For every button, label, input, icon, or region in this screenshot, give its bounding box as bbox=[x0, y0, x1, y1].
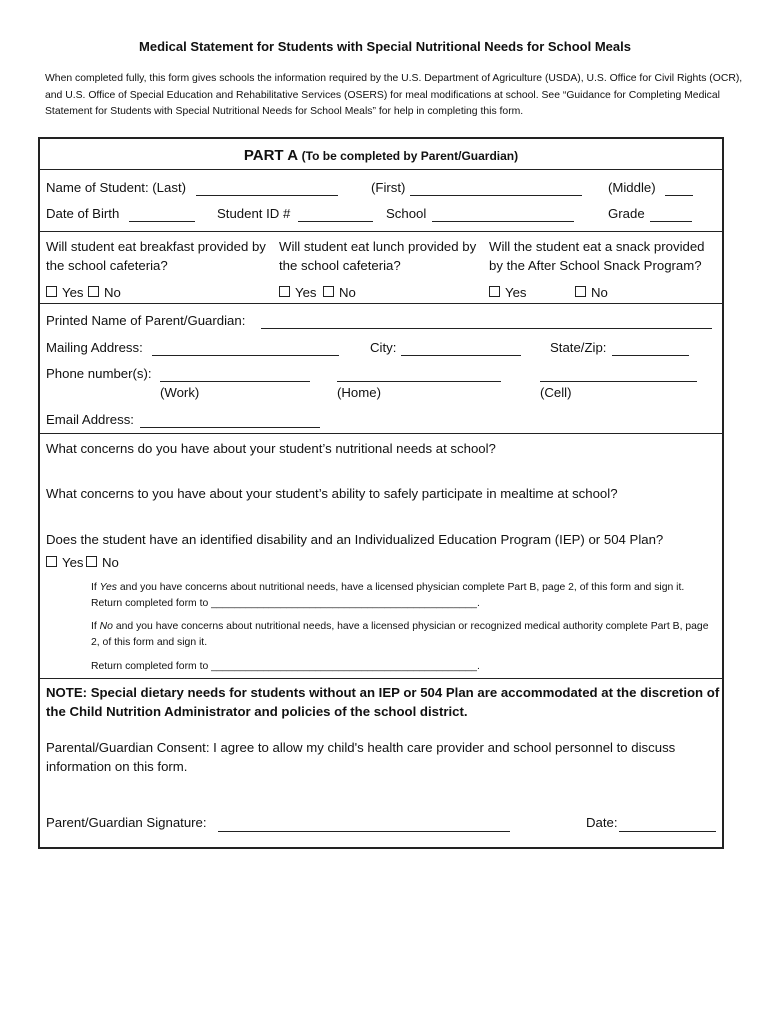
if-yes-word: Yes bbox=[99, 582, 118, 593]
checkbox[interactable] bbox=[323, 286, 334, 297]
if-no-word: No bbox=[99, 621, 113, 632]
label-name-last: Name of Student: (Last) bbox=[46, 180, 187, 195]
checkbox[interactable] bbox=[88, 286, 99, 297]
field-mailing[interactable] bbox=[152, 355, 339, 356]
return-form-line: Return completed form to ______________________________________________. bbox=[91, 661, 480, 672]
snack-no[interactable] bbox=[575, 285, 608, 300]
divider-meals bbox=[40, 303, 722, 304]
field-email[interactable] bbox=[140, 427, 320, 428]
iep-no[interactable] bbox=[86, 555, 119, 570]
part-a-subheading: (To be completed by Parent/Guardian) bbox=[301, 149, 519, 163]
checkbox[interactable] bbox=[575, 286, 586, 297]
field-name-first[interactable] bbox=[410, 195, 582, 196]
label-state-zip: State/Zip: bbox=[550, 340, 607, 355]
divider-heading bbox=[40, 169, 722, 170]
if-yes-rest: and you have concerns about nutritional needs, have a licensed physician complete Part B, page 2, of this form and sign it. Return completed form to ______________________________________________. bbox=[91, 582, 685, 609]
note-text: NOTE: Special dietary needs for students without an IEP or 504 Plan are accommodated at the discretion of the Child Nutrition Administrator and policies of the school district. bbox=[46, 685, 720, 719]
breakfast-yes[interactable] bbox=[46, 285, 84, 300]
field-signature[interactable] bbox=[218, 831, 510, 832]
part-a-label: PART A bbox=[243, 147, 298, 164]
divider-concerns bbox=[40, 678, 722, 679]
if-no-rest: and you have concerns about nutritional needs, have a licensed physician or recognized medical authority complete Part B, page 2, of this form and sign it. bbox=[91, 621, 709, 648]
label-home: (Home) bbox=[337, 385, 381, 400]
label-mailing: Mailing Address: bbox=[46, 340, 143, 355]
no-label: No bbox=[339, 285, 356, 300]
field-phone-cell[interactable] bbox=[540, 381, 697, 382]
lunch-yes[interactable] bbox=[279, 285, 317, 300]
field-state-zip[interactable] bbox=[612, 355, 689, 356]
question-lunch: Will student eat lunch provided by the school cafeteria? bbox=[279, 239, 477, 273]
checkbox[interactable] bbox=[46, 286, 57, 297]
field-parent-name[interactable] bbox=[261, 328, 712, 329]
no-label: No bbox=[104, 285, 121, 300]
breakfast-no[interactable] bbox=[88, 285, 121, 300]
field-name-last[interactable] bbox=[196, 195, 338, 196]
question-breakfast: Will student eat breakfast provided by the school cafeteria? bbox=[46, 239, 266, 273]
question-mealtime-concerns: What concerns to you have about your student’s ability to safely participate in mealtime at school? bbox=[46, 486, 618, 501]
checkbox[interactable] bbox=[489, 286, 500, 297]
checkbox[interactable] bbox=[86, 556, 97, 567]
divider-contact bbox=[40, 433, 722, 434]
field-student-id[interactable] bbox=[298, 221, 373, 222]
field-name-middle[interactable] bbox=[665, 195, 693, 196]
question-iep: Does the student have an identified disability and an Individualized Education Program (IEP) or 504 Plan? bbox=[46, 532, 664, 547]
field-dob[interactable] bbox=[129, 221, 195, 222]
no-label: No bbox=[591, 285, 608, 300]
label-work: (Work) bbox=[160, 385, 200, 400]
label-signature: Parent/Guardian Signature: bbox=[46, 815, 207, 830]
snack-yes[interactable] bbox=[489, 285, 527, 300]
yes-label: Yes bbox=[62, 555, 84, 570]
yes-label: Yes bbox=[505, 285, 527, 300]
field-phone-work[interactable] bbox=[160, 381, 310, 382]
label-city: City: bbox=[370, 340, 397, 355]
label-phone: Phone number(s): bbox=[46, 366, 152, 381]
field-date[interactable] bbox=[619, 831, 716, 832]
if-no-instruction: If No and you have concerns about nutritional needs, have a licensed physician or recognized medical authority complete Part B, page 2, of this form and sign it. bbox=[91, 621, 709, 648]
lunch-no[interactable] bbox=[323, 285, 356, 300]
intro-paragraph: When completed fully, this form gives schools the information required by the U.S. Department of Agriculture (USDA), U.S. Office for Civil Rights (OCR), and U.S. Office of Special Education and Rehabilitative Services (OSERS) for meal modifications at school. See “Guidance for Completing Medical Statement for Students with Special Nutritional Needs for School Meals” for help in completing this form. bbox=[45, 73, 743, 117]
consent-text: Parental/Guardian Consent: I agree to allow my child's health care provider and school personnel to discuss information on this form. bbox=[46, 740, 676, 774]
label-dob: Date of Birth bbox=[46, 206, 120, 221]
part-a-heading bbox=[40, 147, 722, 164]
field-phone-home[interactable] bbox=[337, 381, 501, 382]
intro-text bbox=[45, 71, 745, 121]
divider-identity bbox=[40, 231, 722, 232]
field-school[interactable] bbox=[432, 221, 574, 222]
no-label: No bbox=[102, 555, 119, 570]
label-parent-name: Printed Name of Parent/Guardian: bbox=[46, 313, 246, 328]
label-name-middle: (Middle) bbox=[608, 180, 656, 195]
label-date: Date: bbox=[586, 815, 618, 830]
label-grade: Grade bbox=[608, 206, 645, 221]
yes-label: Yes bbox=[295, 285, 317, 300]
part-a-box bbox=[38, 137, 724, 849]
label-student-id: Student ID # bbox=[217, 206, 291, 221]
label-name-first: (First) bbox=[371, 180, 406, 195]
yes-label: Yes bbox=[62, 285, 84, 300]
question-snack: Will the student eat a snack provided by the After School Snack Program? bbox=[489, 239, 705, 273]
field-city[interactable] bbox=[401, 355, 521, 356]
label-school: School bbox=[386, 206, 427, 221]
checkbox[interactable] bbox=[46, 556, 57, 567]
iep-yes[interactable] bbox=[46, 555, 84, 570]
label-email: Email Address: bbox=[46, 412, 134, 427]
if-yes-instruction: If Yes and you have concerns about nutritional needs, have a licensed physician complete Part B, page 2, of this form and sign it. Return completed form to ______________________________________________. bbox=[91, 582, 685, 609]
checkbox[interactable] bbox=[279, 286, 290, 297]
form-title: Medical Statement for Students with Special Nutritional Needs for School Meals bbox=[139, 39, 631, 54]
label-cell: (Cell) bbox=[540, 385, 572, 400]
field-grade[interactable] bbox=[650, 221, 692, 222]
question-nutrition-concerns: What concerns do you have about your student’s nutritional needs at school? bbox=[46, 441, 496, 456]
